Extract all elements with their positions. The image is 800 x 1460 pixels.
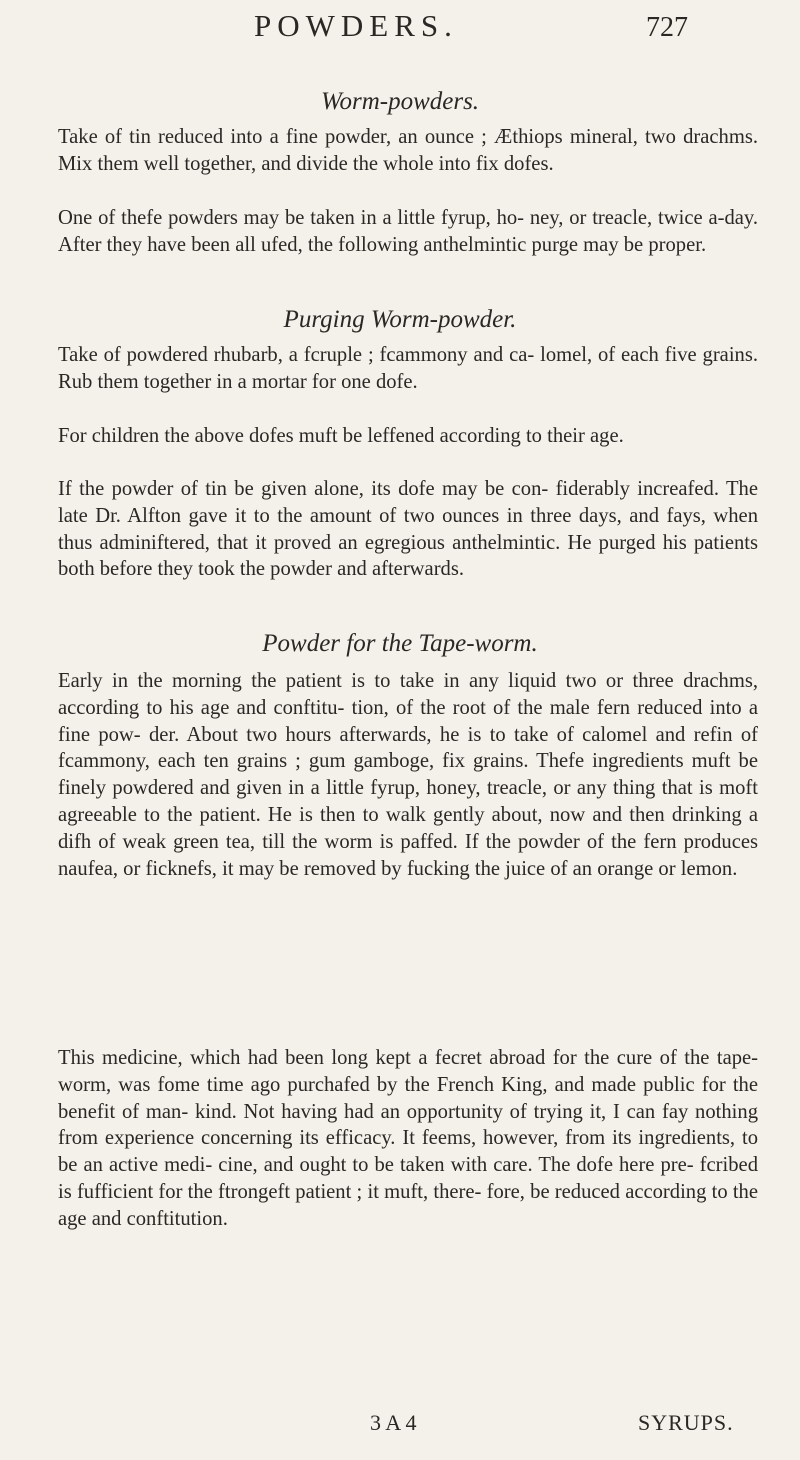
paragraph: Take of powdered rhubarb, a fcruple ; fcammony and ca- lomel, of each five grains. Rub them together in a mortar for one dofe. (58, 344, 758, 393)
page-footer (0, 1410, 800, 1440)
page-number: 727 (646, 12, 688, 43)
section-heading-worm-powders: Worm-powders. (320, 88, 480, 115)
section-heading-tape-worm-powder: Powder for the Tape-worm. (262, 630, 538, 657)
section-heading-purging-worm-powder: Purging Worm-powder. (283, 306, 517, 333)
running-head (0, 8, 800, 52)
catchword: SYRUPS. (638, 1410, 734, 1435)
signature-mark: 3 A 4 (370, 1410, 417, 1435)
paragraph: If the powder of tin be given alone, its dofe may be con- fiderably increafed. The late Dr. Alfton gave it to the amount of two ounces in three days, and fays, when thus adminiftered, that it proved an egregious anthelmintic. He purged his patients both before they took the powder and afterwards. (58, 478, 758, 581)
paragraph: This medicine, which had been long kept a fecret abroad for the cure of the tape-worm, was fome time ago purchafed by the French King, and made public for the benefit of man- kind. Not having had an opportunity of trying it, I can fay nothing from experience concerning its efficacy. It feems, however, from its ingredients, to be an active medi- cine, and ought to be taken with care. The dofe here pre- fcribed is fufficient for the ftrongeft patient ; it muft, there- fore, be reduced according to the age and conftitution. (58, 1047, 758, 1230)
paragraph: Early in the morning the patient is to take in any liquid two or three drachms, according to his age and conftitu- tion, of the root of the male fern reduced into a fine pow- der. About two hours afterwards, he is to take of calomel and refin of fcammony, each ten grains ; gum gamboge, fix grains. Thefe ingredients muft be finely powdered and given in a little fyrup, honey, treacle, or any thing that is moft agreeable to the patient. He is then to walk gently about, now and then drinking a difh of weak green tea, till the worm is paffed. If the powder of the fern produces naufea, or ficknefs, it may be removed by fucking the juice of an orange or lemon. (58, 670, 758, 880)
paragraph: Take of tin reduced into a fine powder, an ounce ; Æthiops mineral, two drachms. Mix them well together, and divide the whole into fix dofes. (58, 126, 758, 175)
running-title: POWDERS. (254, 8, 458, 43)
paragraph: For children the above dofes muft be leffened according to their age. (58, 425, 624, 447)
paragraph: One of thefe powders may be taken in a little fyrup, ho- ney, or treacle, twice a-day. After they have been all ufed, the following anthelmintic purge may be proper. (58, 207, 758, 256)
